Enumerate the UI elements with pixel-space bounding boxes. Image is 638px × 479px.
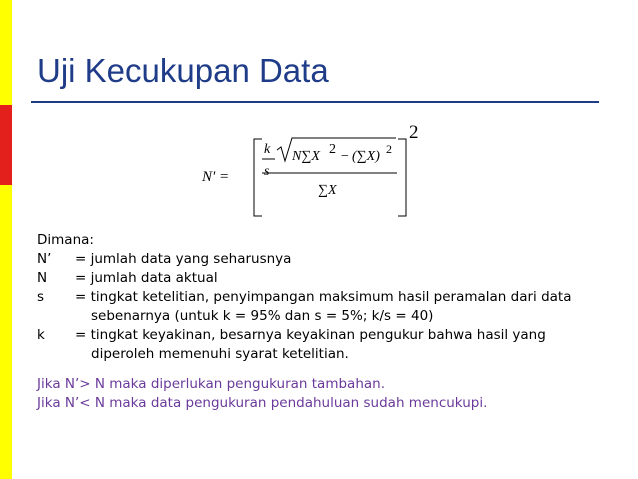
formula-s: s: [264, 164, 270, 179]
formula-exponent-2b: 2: [386, 142, 392, 156]
definition-symbol: N’: [37, 251, 52, 267]
definition-continuation: sebenarnya (untuk k = 95% dan s = 5%; k/s = 40): [91, 308, 434, 324]
definition-text: = tingkat keyakinan, besarnya keyakinan pengukur bahwa hasil yang: [75, 327, 546, 343]
formula-denominator: ∑X: [318, 183, 337, 198]
formula-sum-x-squared: (∑X): [352, 149, 380, 164]
formula-n-sum-x: N∑X: [292, 149, 320, 164]
definition-symbol: s: [37, 289, 45, 305]
dimana-label: Dimana:: [37, 232, 94, 248]
definition-text: = jumlah data yang seharusnya: [75, 251, 292, 267]
formula-minus: −: [341, 149, 349, 164]
sample-size-formula: [0, 0, 638, 230]
formula-exponent-2: 2: [329, 142, 336, 157]
note-additional-measurement: Jika N’> N maka diperlukan pengukuran tambahan.: [37, 376, 386, 392]
formula-k: k: [264, 142, 271, 157]
formula-outer-exponent: 2: [409, 122, 419, 143]
definition-text: = tingkat ketelitian, penyimpangan maksimum hasil peramalan dari data: [75, 289, 572, 305]
right-bracket: [398, 139, 406, 216]
definition-symbol: k: [37, 327, 45, 343]
definition-text: = jumlah data aktual: [75, 270, 218, 286]
formula-lhs: N' =: [202, 169, 230, 185]
note-data-sufficient: Jika N’< N maka data pengukuran pendahuluan sudah mencukupi.: [37, 395, 488, 411]
slide-title: Uji Kecukupan Data: [37, 52, 329, 89]
definition-continuation: diperoleh memenuhi syarat ketelitian.: [91, 346, 349, 362]
definition-symbol: N: [37, 270, 48, 286]
left-bracket: [254, 139, 262, 216]
